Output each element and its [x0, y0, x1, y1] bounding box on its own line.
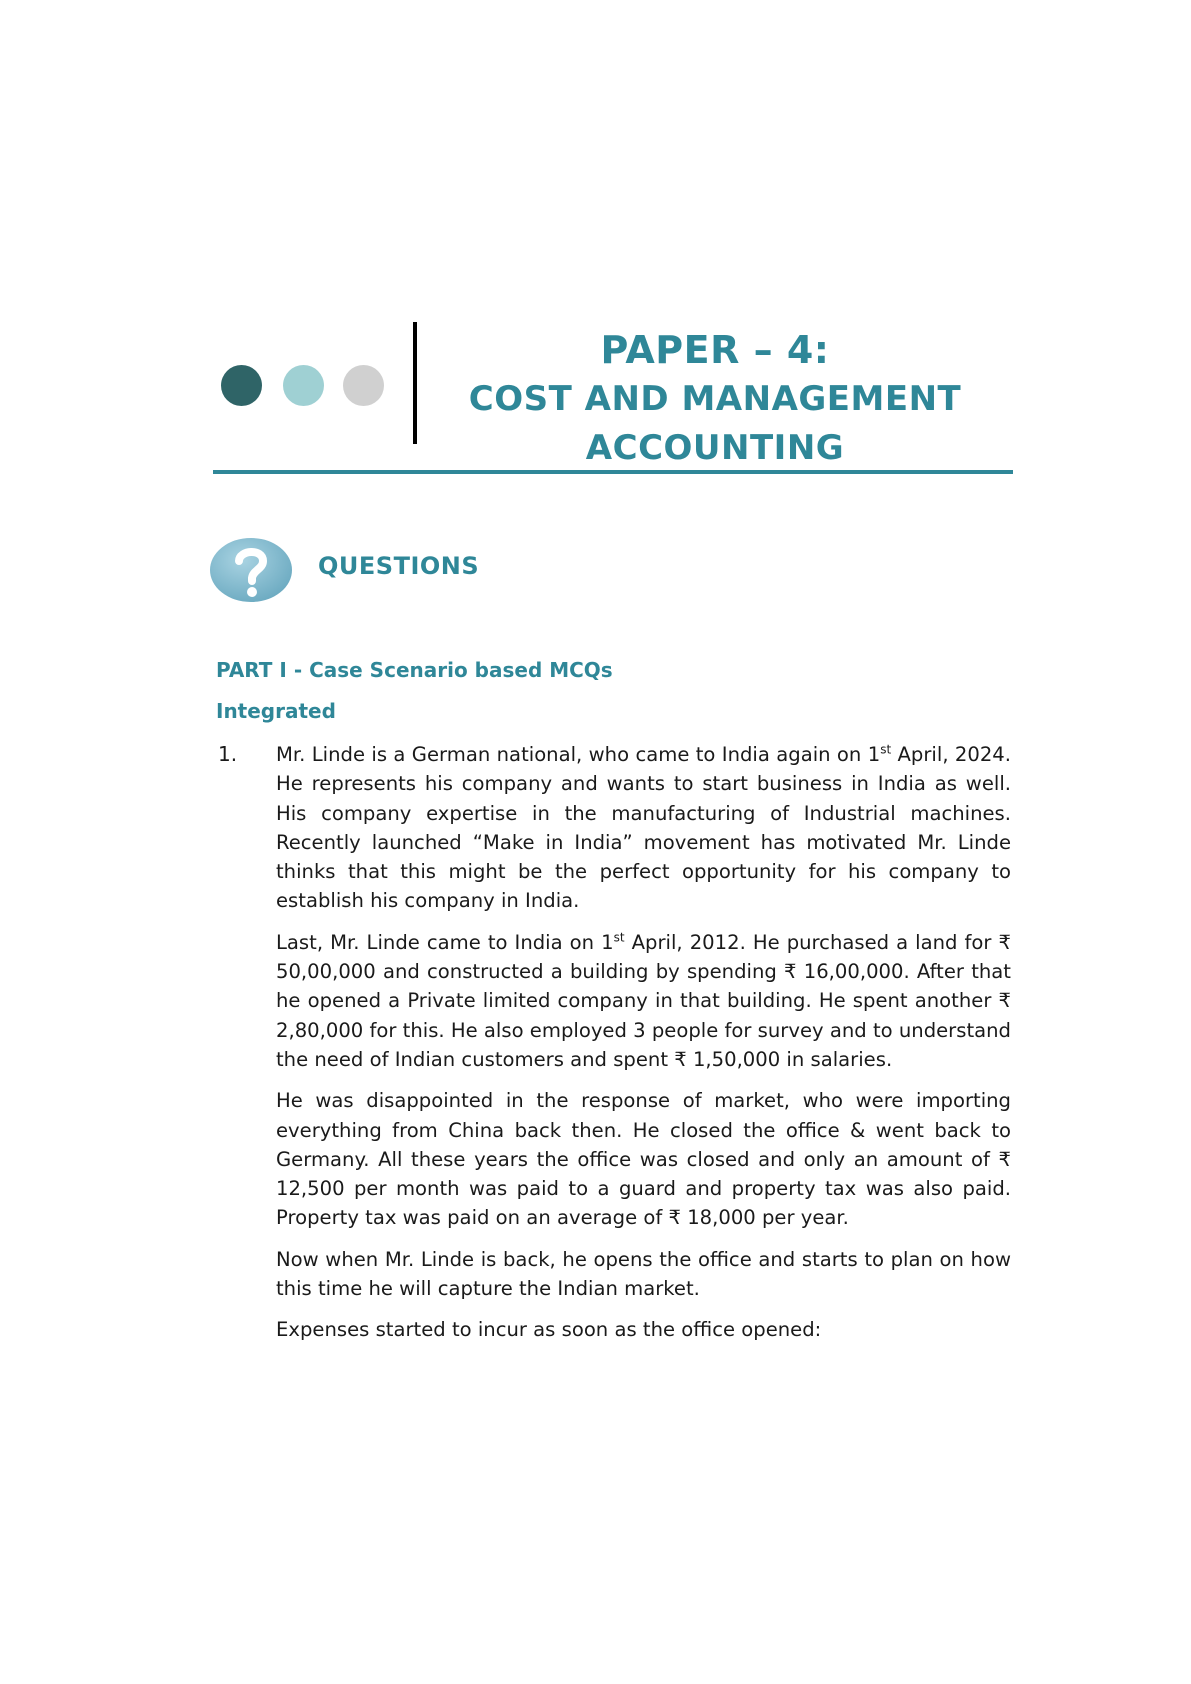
paragraph-4: Now when Mr. Linde is back, he opens the office and starts to plan on how this time he will capture the Indian market. [276, 1247, 1011, 1301]
paragraph-2: Last, Mr. Linde came to India on 1st April, 2012. He purchased a land for ₹ 50,00,000 and constructed a building by spending ₹ 16,00,000. After that he opened a Private limited company in that building. He spent another ₹ 2,80,000 for this. He also employed 3 people for survey and to understand the need of Indian customers and spent ₹ 1,50,000 in salaries. [276, 930, 1011, 1071]
title-underline [213, 470, 1013, 474]
title-line-1: PAPER – 4: [600, 328, 830, 372]
question-number: 1. [218, 742, 238, 766]
questions-heading: QUESTIONS [318, 552, 480, 580]
subheading: Integrated [216, 699, 336, 723]
paragraph-3: He was disappointed in the response of market, who were importing everything from China back then. He closed the office & went back to Germany. All these years the office was closed and only an amount of ₹ 12,500 per month was paid to a guard and property tax was also paid. Property tax was paid on an average of ₹ 18,000 per year. [276, 1089, 1011, 1230]
paragraph-1: Mr. Linde is a German national, who came to India again on 1st April, 2024. He represents his company and wants to start business in India as well. His company expertise in the manufacturing of Industrial machines. Recently launched “Make in India” movement has motivated Mr. Linde thinks that this might be the perfect opportunity for his company to establish his company in India. [276, 742, 1012, 913]
light-teal-dot [283, 365, 324, 406]
title-divider [413, 322, 417, 444]
question-mark-icon [208, 535, 294, 605]
question-body [276, 740, 1011, 1357]
title-line-2: COST AND MANAGEMENT [468, 379, 962, 419]
part-heading: PART I - Case Scenario based MCQs [216, 658, 613, 682]
grey-dot [343, 365, 384, 406]
paragraph-5: Expenses started to incur as soon as the office opened: [276, 1318, 822, 1342]
title-line-3: ACCOUNTING [585, 428, 845, 468]
dark-teal-dot [221, 365, 262, 406]
page-title [440, 325, 990, 473]
decorative-dots [221, 365, 391, 409]
